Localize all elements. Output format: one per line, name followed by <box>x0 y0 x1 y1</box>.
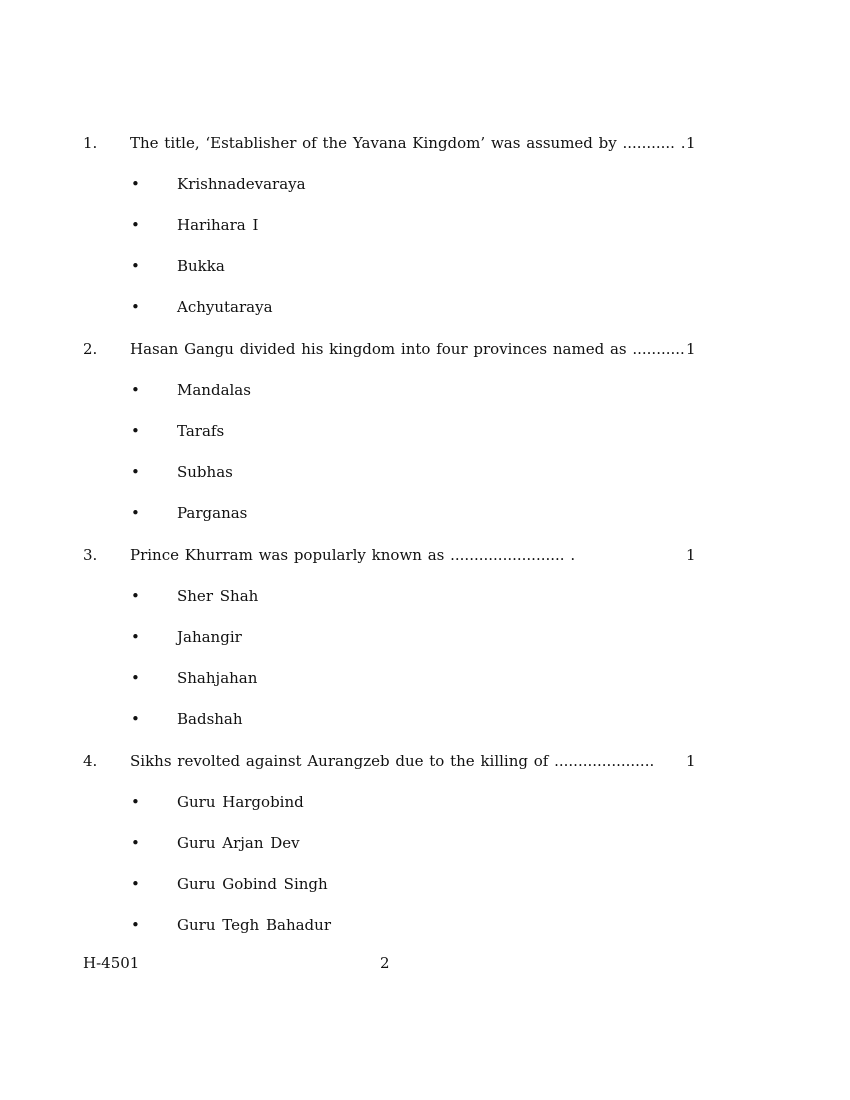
option-text: Guru Tegh Bahadur <box>177 916 331 934</box>
option-text: Guru Hargobind <box>177 793 304 811</box>
option-item <box>0 172 850 196</box>
bullet-icon: • <box>131 175 140 193</box>
option-item <box>0 213 850 237</box>
option-text: Guru Arjan Dev <box>177 834 300 852</box>
bullet-icon: • <box>131 669 140 687</box>
option-text: Shahjahan <box>177 669 258 687</box>
option-text: Parganas <box>177 504 248 522</box>
option-item <box>0 666 850 690</box>
option-item <box>0 707 850 731</box>
option-item <box>0 625 850 649</box>
option-item <box>0 872 850 896</box>
bullet-icon: • <box>131 257 140 275</box>
question-marks: 1 <box>686 340 696 358</box>
bullet-icon: • <box>131 628 140 646</box>
question-number: 4. <box>83 752 98 770</box>
question-3 <box>0 543 850 728</box>
bullet-icon: • <box>131 587 140 605</box>
option-item <box>0 790 850 814</box>
page-number: 2 <box>380 954 390 972</box>
bullet-icon: • <box>131 875 140 893</box>
option-text: Badshah <box>177 710 243 728</box>
bullet-icon: • <box>131 298 140 316</box>
bullet-icon: • <box>131 793 140 811</box>
bullet-icon: • <box>131 834 140 852</box>
bullet-icon: • <box>131 216 140 234</box>
question-row <box>0 749 850 773</box>
question-marks: 1 <box>686 134 696 152</box>
bullet-icon: • <box>131 381 140 399</box>
option-text: Achyutaraya <box>177 298 273 316</box>
option-item <box>0 831 850 855</box>
option-text: Sher Shah <box>177 587 259 605</box>
question-marks: 1 <box>686 752 696 770</box>
question-text: Hasan Gangu divided his kingdom into four provinces named as ........... <box>130 340 685 358</box>
option-text: Bukka <box>177 257 225 275</box>
question-number: 1. <box>83 134 98 152</box>
option-item <box>0 460 850 484</box>
question-number: 3. <box>83 546 98 564</box>
bullet-icon: • <box>131 916 140 934</box>
question-row <box>0 131 850 155</box>
question-row <box>0 337 850 361</box>
option-text: Tarafs <box>177 422 225 440</box>
option-text: Subhas <box>177 463 233 481</box>
bullet-icon: • <box>131 422 140 440</box>
question-text: The title, ‘Establisher of the Yavana Kingdom’ was assumed by ........... . <box>130 134 686 152</box>
option-item <box>0 295 850 319</box>
option-text: Guru Gobind Singh <box>177 875 328 893</box>
option-item <box>0 501 850 525</box>
question-1 <box>0 131 850 316</box>
question-number: 2. <box>83 340 98 358</box>
question-row <box>0 543 850 567</box>
option-text: Harihara I <box>177 216 259 234</box>
option-item <box>0 419 850 443</box>
option-text: Krishnadevaraya <box>177 175 306 193</box>
question-marks: 1 <box>686 546 696 564</box>
option-text: Mandalas <box>177 381 251 399</box>
question-4 <box>0 749 850 934</box>
bullet-icon: • <box>131 504 140 522</box>
question-text: Prince Khurram was popularly known as ........................ . <box>130 546 576 564</box>
option-item <box>0 584 850 608</box>
bullet-icon: • <box>131 463 140 481</box>
question-text: Sikhs revolted against Aurangzeb due to the killing of ..................... <box>130 752 655 770</box>
option-text: Jahangir <box>177 628 242 646</box>
question-2 <box>0 337 850 522</box>
option-item <box>0 378 850 402</box>
option-item <box>0 913 850 937</box>
paper-code: H-4501 <box>83 954 140 972</box>
bullet-icon: • <box>131 710 140 728</box>
option-item <box>0 254 850 278</box>
